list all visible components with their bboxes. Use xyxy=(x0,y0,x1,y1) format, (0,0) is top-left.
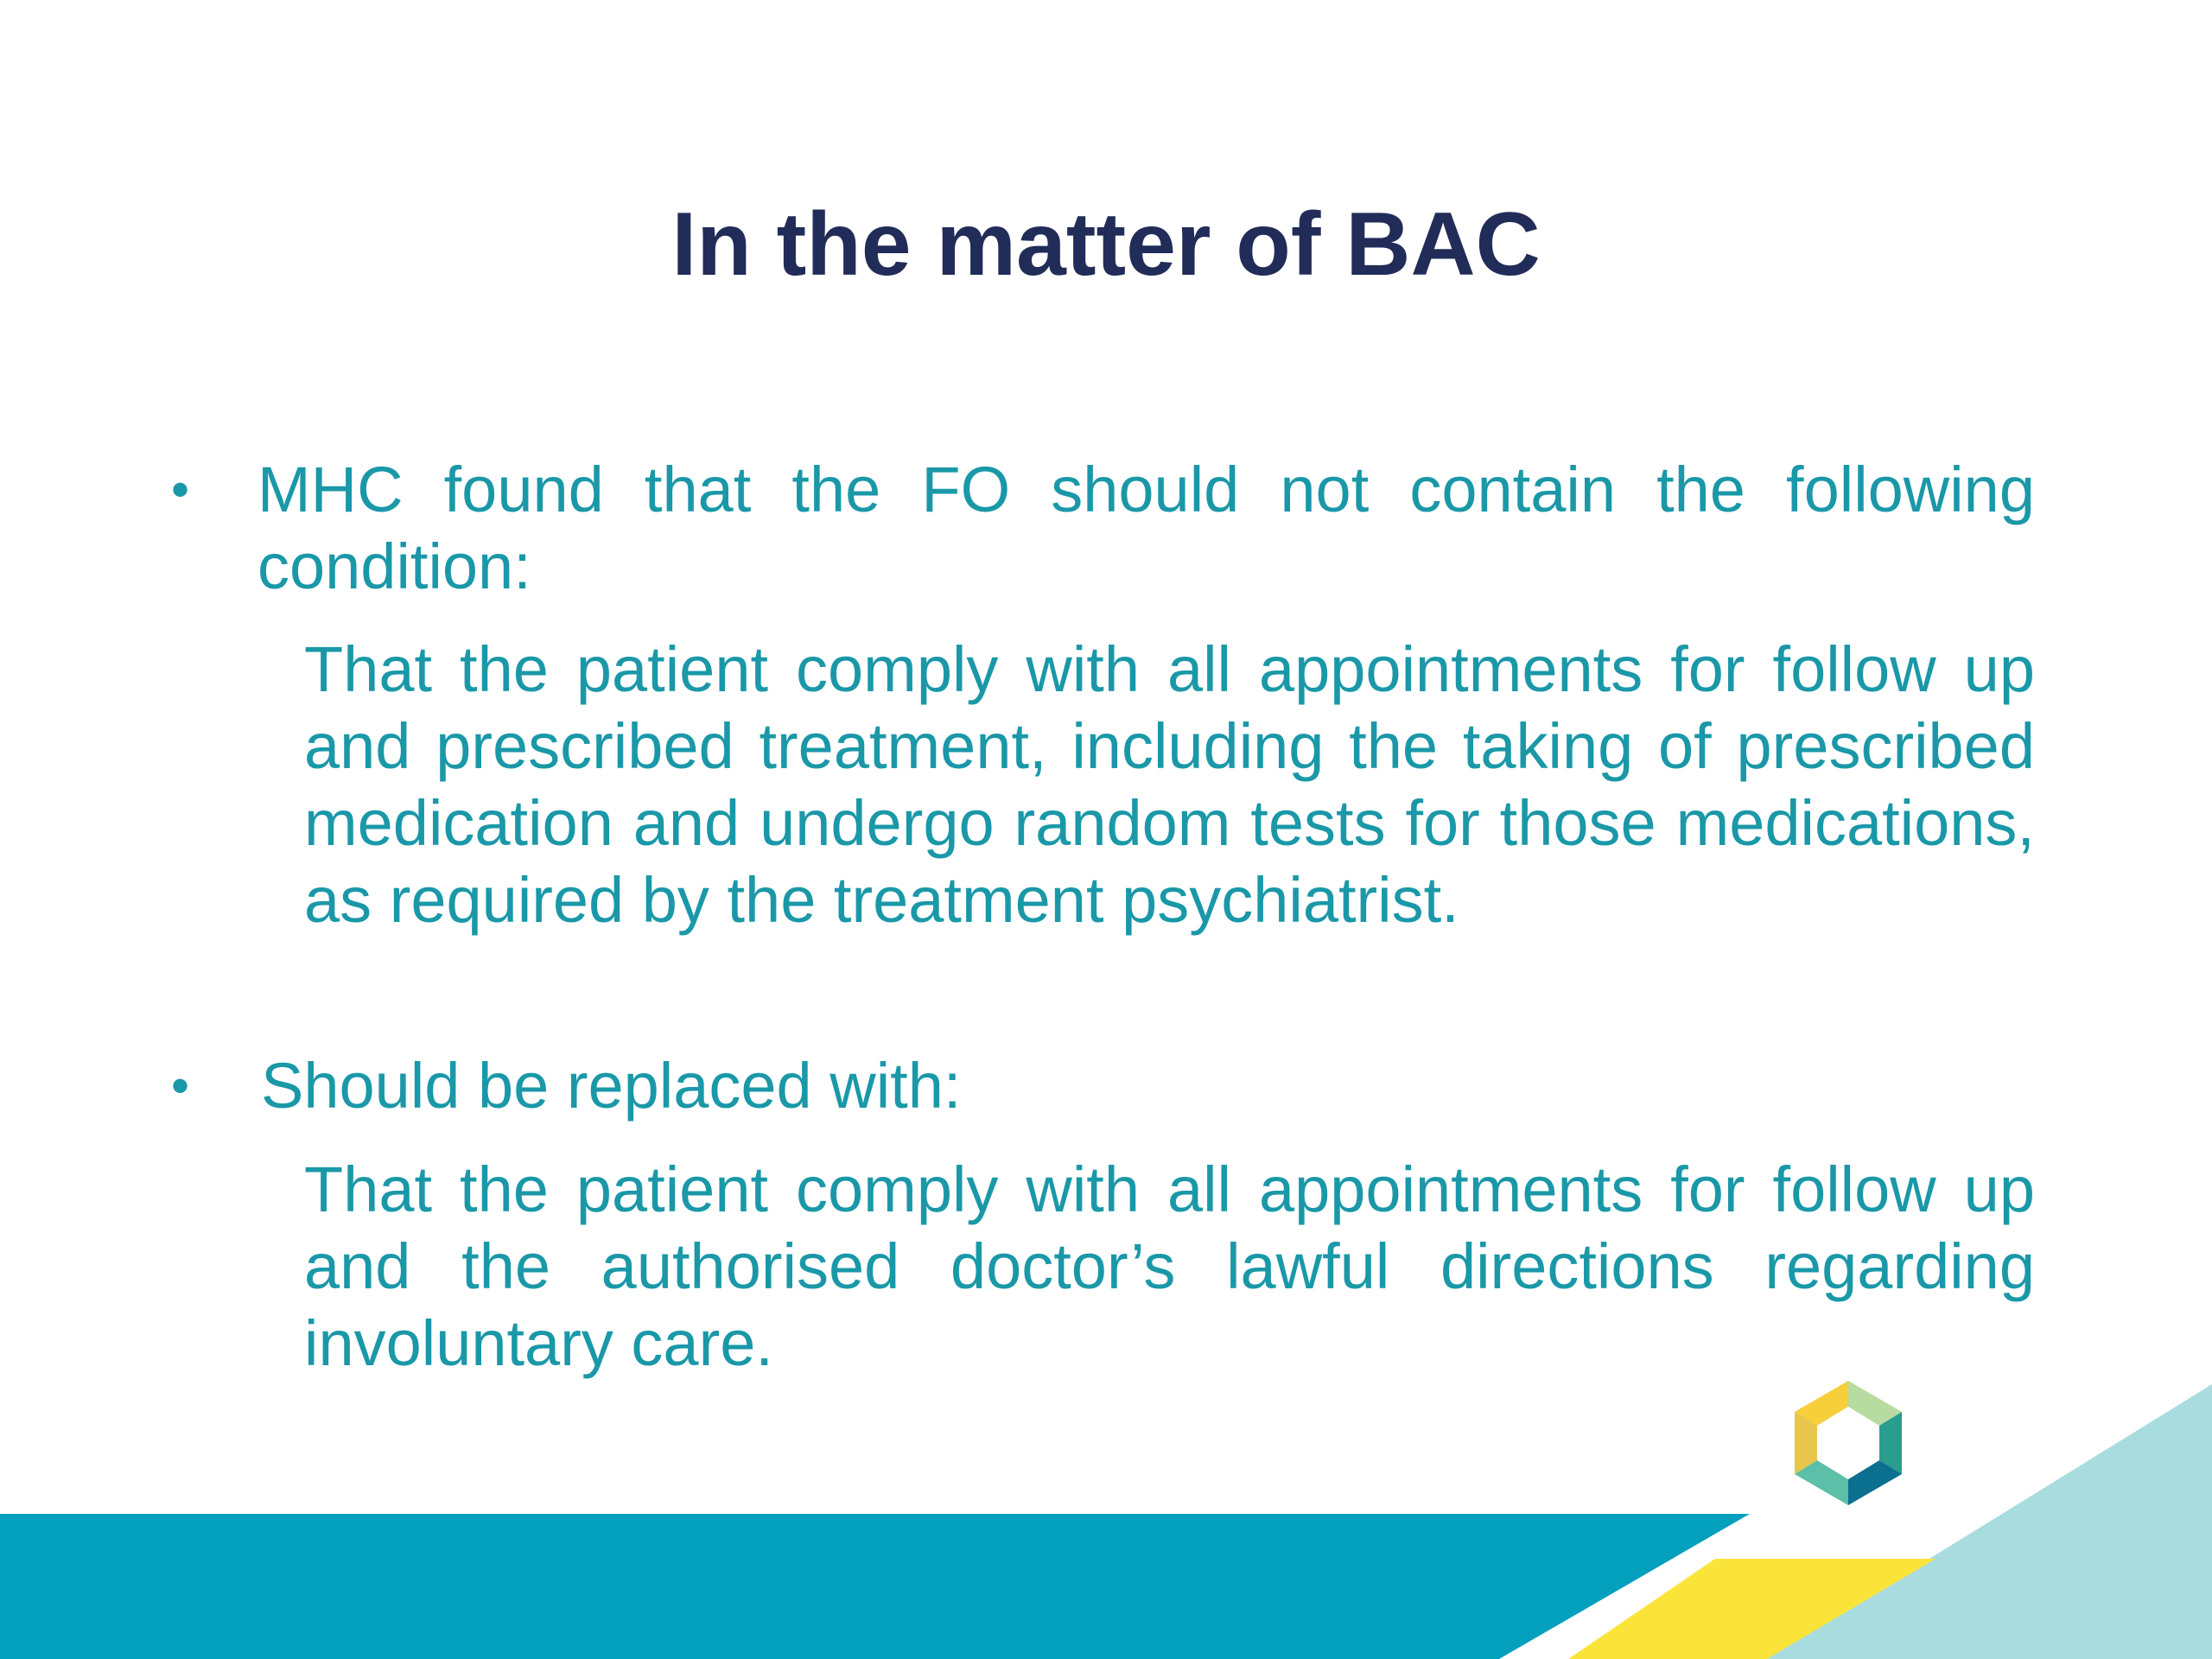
slide-title: In the matter of BAC xyxy=(671,194,1541,295)
footer-teal-band xyxy=(0,1514,1750,1659)
bullet-marker: • xyxy=(171,461,190,518)
bullet-text-2: Should be replaced with: xyxy=(261,1050,962,1122)
footer-yellow-stripe xyxy=(1568,1559,1936,1659)
hexagon-logo-icon xyxy=(1795,1381,1902,1505)
quoted-condition-replacement: That the patient comply with all appointments for follow up and the authorised doctor’s lawful directions regarding involuntary care. xyxy=(304,1154,2035,1379)
bullet-marker: • xyxy=(171,1057,190,1115)
quoted-condition-original: That the patient comply with all appointments for follow up and prescribed treatment, including the taking of prescribed medication and undergo random tests for those medications, as required by the treatment psychiatrist. xyxy=(304,633,2035,936)
bullet-text-1: MHC found that the FO should not contain the following condition: xyxy=(257,454,2035,602)
footer-light-teal-stripe xyxy=(1767,1384,2212,1659)
